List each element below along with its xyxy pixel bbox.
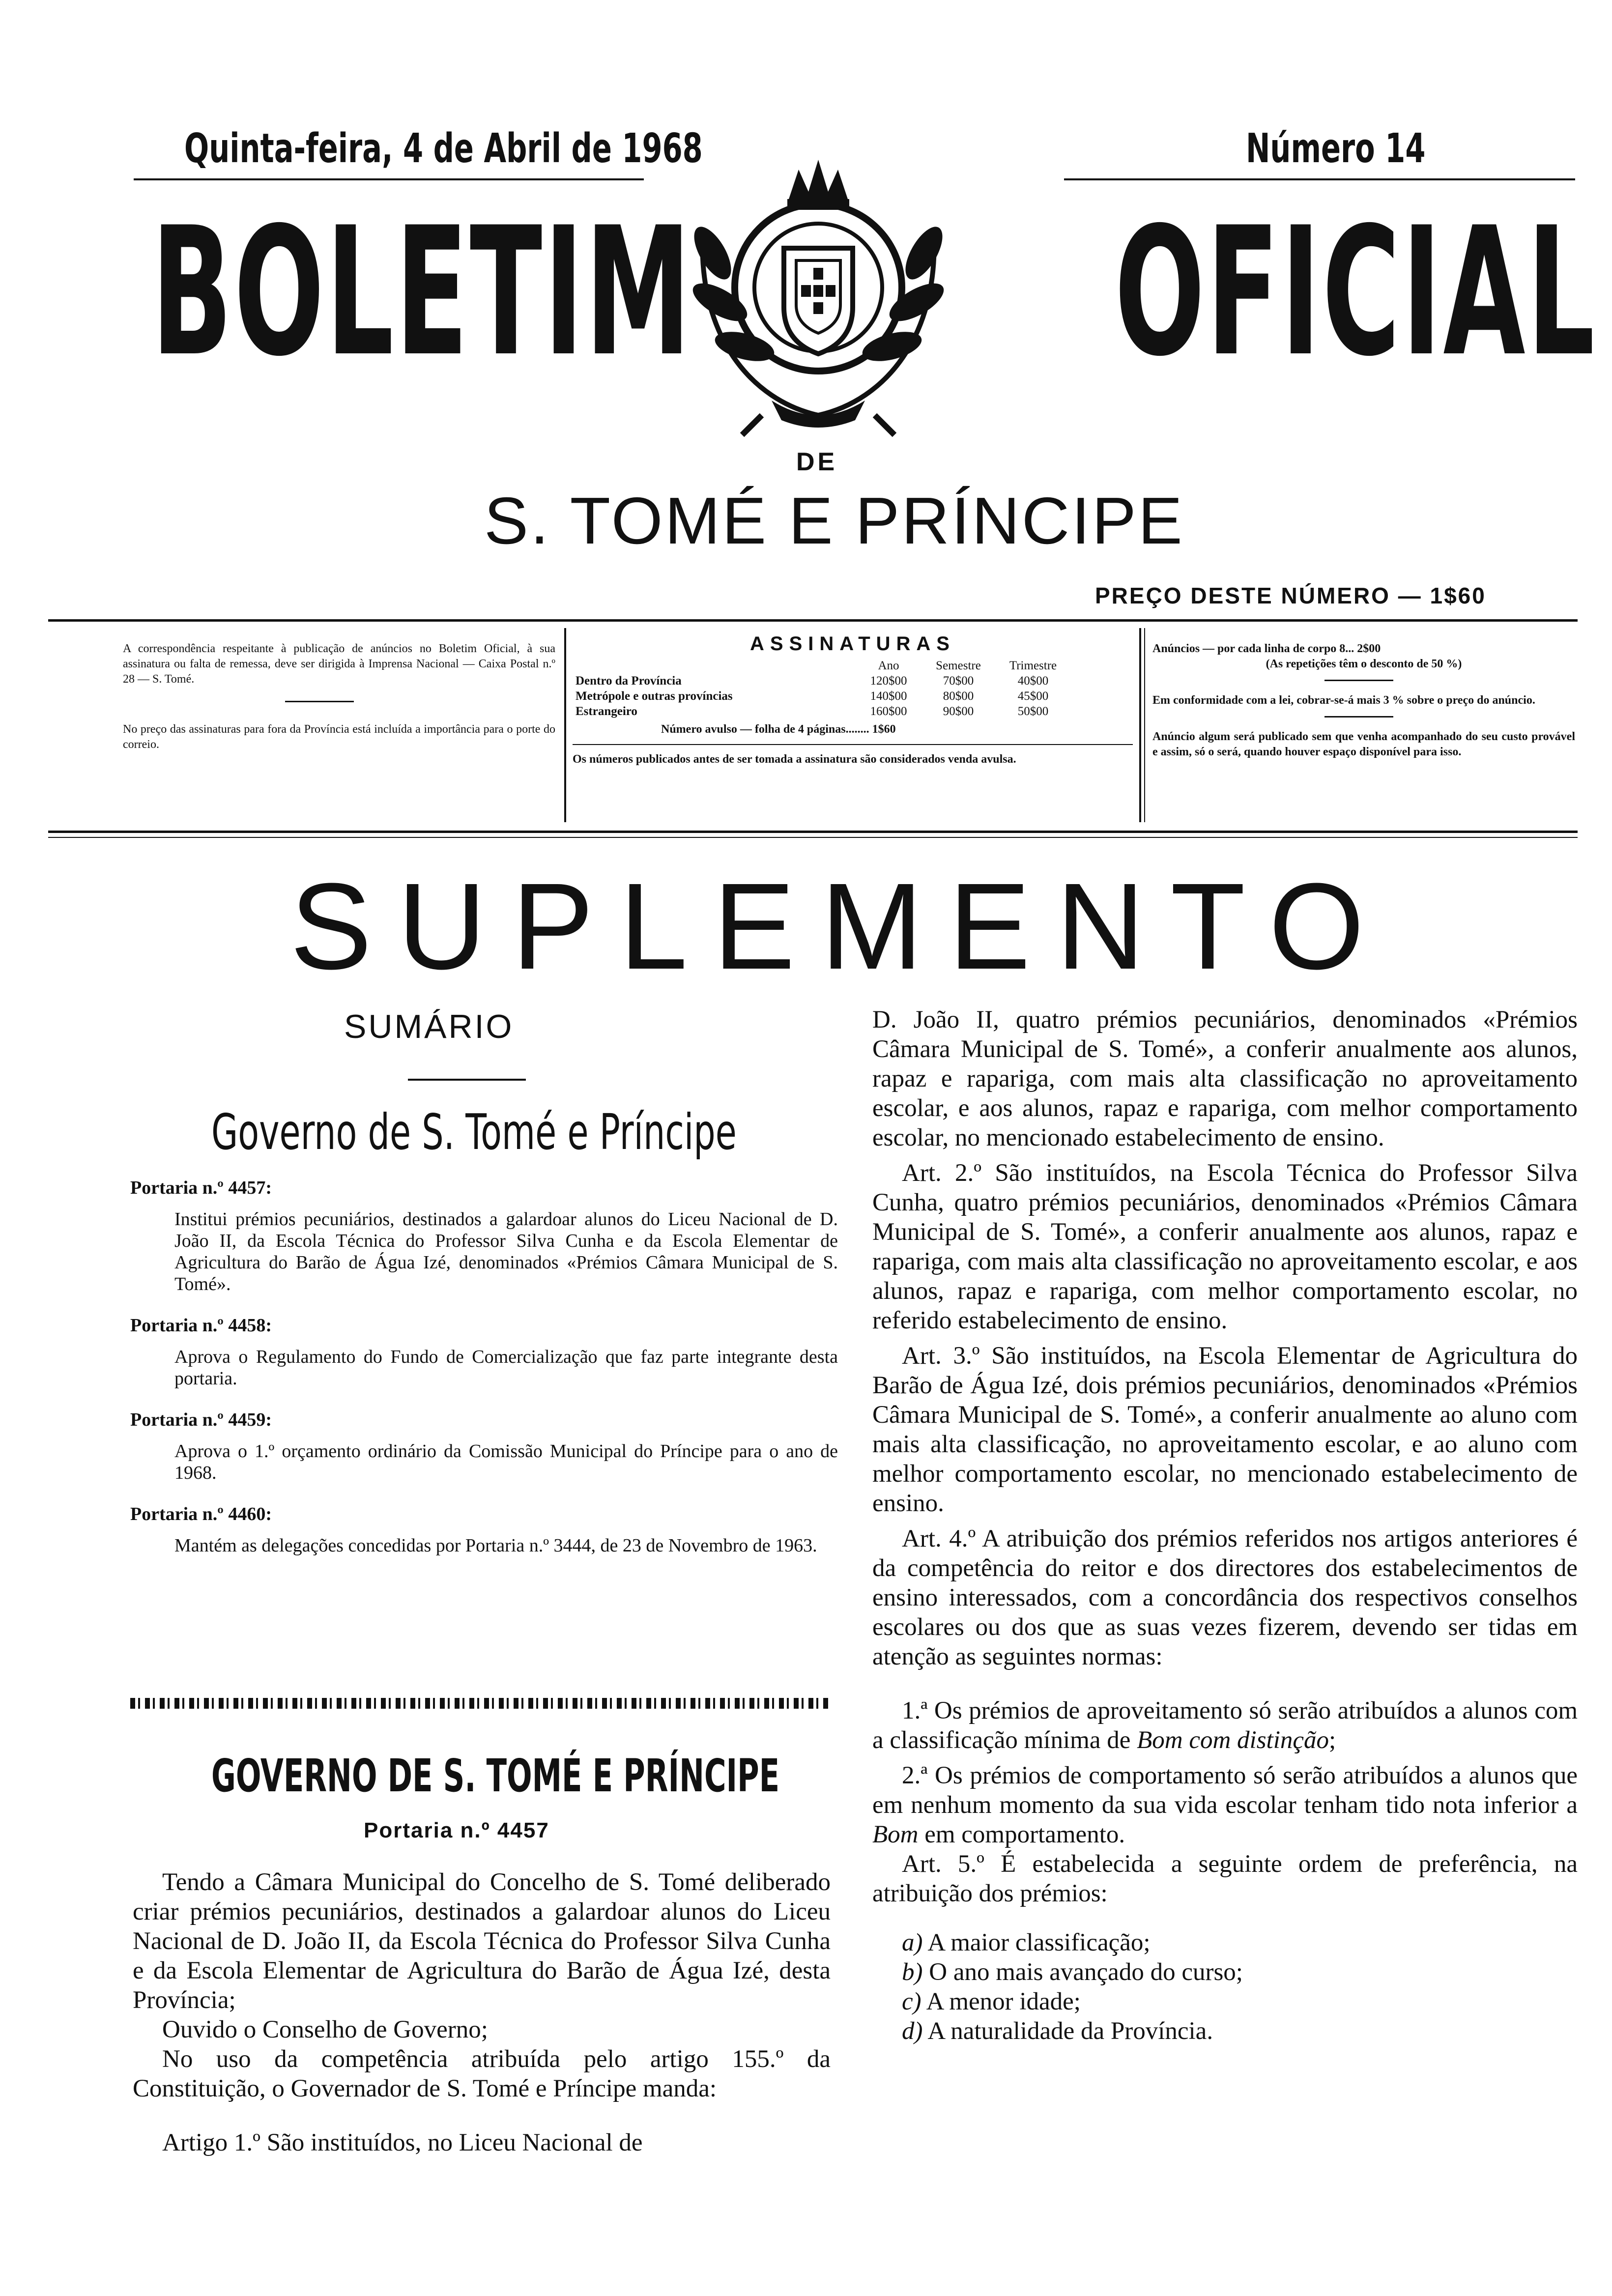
- subs-row-2-sem: 90$00: [943, 705, 974, 718]
- pref-b: [902, 1957, 1578, 1987]
- pref-a-mark: a): [902, 1929, 923, 1956]
- info-left-divider: [285, 701, 354, 702]
- right-column: [872, 1005, 1578, 2046]
- title-right: OFICIAL: [1115, 189, 1597, 395]
- ads-repeat: (As repetições têm o desconto de 50 %): [1266, 658, 1462, 670]
- rule-2: [872, 1761, 1578, 1849]
- subs-h3: Trimestre: [1009, 659, 1057, 672]
- subs-avulso: Número avulso — folha de 4 páginas........ 1$60: [661, 723, 896, 736]
- art2: Art. 2.º São instituídos, na Escola Técnica do Professor Silva Cunha, quatro prémios pecuniários, denominados «Prémios Câmara Municipal de S. Tomé», a conferir anualmente aos alunos, rapaz e rapariga, com mais alta classificação no aproveitamento escolar, e aos alunos, rapaz e rapariga, com melhor comportamento escolar, no referido estabelecimento de ensino.: [872, 1159, 1578, 1334]
- info-right-divider-1: [1324, 680, 1393, 681]
- postage-note: No preço das assinaturas para fora da Província está incluída a importância para o porte do correio.: [123, 723, 555, 751]
- subs-h0: [573, 658, 854, 673]
- sumario-list: [130, 1177, 838, 1556]
- info-vline-2: [1139, 628, 1141, 822]
- pref-d: [902, 2016, 1578, 2046]
- subs-row-2-tri: 50$00: [1017, 705, 1049, 718]
- subs-row-2-label: Estrangeiro: [576, 705, 637, 718]
- preference-list: [872, 1928, 1578, 2046]
- decree-p4: Artigo 1.º São instituídos, no Liceu Nacional de: [162, 2129, 643, 2156]
- subs-table: [573, 658, 1073, 719]
- sumario-ref-2: Portaria n.º 4458:: [130, 1315, 272, 1336]
- sumario-ref-3: Portaria n.º 4459:: [130, 1409, 272, 1430]
- subscriptions: [573, 633, 1133, 767]
- rule-1-em: Bom com distinção: [1137, 1726, 1329, 1754]
- place-name: S. TOMÉ E PRÍNCIPE: [484, 484, 1184, 558]
- ads-price: Anúncios — por cada linha de corpo 8... 2$00: [1152, 642, 1381, 655]
- subs-row-0-ano: 120$00: [870, 674, 907, 688]
- issue-number: Número 14: [1246, 125, 1426, 172]
- decree-subheading: Portaria n.º 4457: [364, 1818, 549, 1842]
- info-vline-2b: [1144, 628, 1145, 822]
- info-left: [123, 641, 555, 752]
- art4: Art. 4.º A atribuição dos prémios referidos nos artigos anteriores é da competência do reitor e dos directores dos estabelecimentos de ensino interessados, com a concordância dos respectivos conselhos escolares ou dos que as suas vezes fizerem, devendo ser tidas em atenção as seguintes normas:: [872, 1525, 1578, 1670]
- correspondence-note: A correspondência respeitante à publicação de anúncios no Boletim Oficial, à sua assinatura ou falta de remessa, deve ser dirigida à Imprensa Nacional — Caixa Postal n.º 28 — S. Tomé.: [123, 642, 555, 686]
- suplemento-heading: SUPLEMENTO: [290, 858, 1390, 995]
- rule-1: [872, 1696, 1578, 1755]
- subs-divider: [573, 744, 1133, 745]
- info-bottom-rule-2: [48, 837, 1578, 838]
- sumario-text-2: Aprova o Regulamento do Fundo de Comercialização que faz parte integrante desta portaria.: [174, 1347, 838, 1389]
- decree-p3: No uso da competência atribuída pelo artigo 155.º da Constituição, o Governador de S. Tomé e Príncipe manda:: [133, 2045, 831, 2102]
- rule-2-post: em comportamento.: [918, 1821, 1125, 1848]
- subs-row-1-sem: 80$00: [943, 689, 974, 703]
- pref-a-text: A maior classificação;: [927, 1929, 1151, 1956]
- number-rule: [1064, 178, 1575, 180]
- pref-b-text: O ano mais avançado do curso;: [929, 1958, 1243, 1986]
- rule-2-em: Bom: [872, 1821, 919, 1848]
- decree-body: [133, 1867, 831, 2157]
- info-top-rule: [48, 619, 1578, 622]
- pref-d-text: A naturalidade da Província.: [927, 2017, 1213, 2045]
- rule-1-post: ;: [1329, 1726, 1336, 1754]
- decree-p1: Tendo a Câmara Municipal do Concelho de S. Tomé deliberado criar prémios pecuniários, destinados a galardoar alunos do Liceu Nacional de D. João II, da Escola Técnica do Professor Silva Cunha e da Escola Elementar de Agricultura do Barão de Água Izé, desta Província;: [133, 1868, 831, 2014]
- date-rule: [134, 178, 644, 180]
- sumario-rule: [408, 1079, 526, 1081]
- sumario-text-3: Aprova o 1.º orçamento ordinário da Comissão Municipal do Príncipe para o ano de 1968.: [174, 1441, 838, 1483]
- subs-row-1-ano: 140$00: [870, 689, 907, 703]
- issue-date: Quinta-feira, 4 de Abril de 1968: [184, 125, 703, 172]
- ads-tax: Em conformidade com a lei, cobrar-se-á mais 3 % sobre o preço do anúncio.: [1152, 694, 1535, 707]
- price-label: PREÇO DESTE NÚMERO — 1$60: [1095, 583, 1486, 608]
- ads-condition: Anúncio algum será publicado sem que venha acompanhado do seu custo provável e assim, só o será, quando houver espaço disponível para isso.: [1152, 730, 1575, 758]
- sumario-ref-4: Portaria n.º 4460:: [130, 1504, 272, 1524]
- subs-row-1-label: Metrópole e outras províncias: [576, 689, 733, 703]
- title-left: BOLETIM: [151, 189, 693, 395]
- art3: Art. 3.º São instituídos, na Escola Elementar de Agricultura do Barão de Água Izé, dois prémios pecuniários, denominados «Prémios Câmara Municipal de S. Tomé», a conferir anualmente ao aluno com mais alta classificação, no aproveitamento escolar, e ao aluno com melhor comportamento escolar, no mencionado estabelecimento de ensino.: [872, 1342, 1578, 1517]
- subs-note: Os números publicados antes de ser tomada a assinatura são considerados venda avulsa.: [573, 753, 1016, 766]
- sumario-ref-1: Portaria n.º 4457:: [130, 1177, 272, 1198]
- sumario-text-4: Mantém as delegações concedidas por Portaria n.º 3444, de 23 de Novembro de 1963.: [174, 1535, 817, 1556]
- decree-p2: Ouvido o Conselho de Governo;: [162, 2016, 488, 2043]
- subs-title: ASSINATURAS: [750, 633, 955, 655]
- subs-row-1-tri: 45$00: [1017, 689, 1049, 703]
- info-bottom-rule: [48, 831, 1578, 833]
- subs-row-0-tri: 40$00: [1017, 674, 1049, 688]
- info-right: [1152, 641, 1575, 760]
- sumario-gov: Governo de S. Tomé e Príncipe: [211, 1103, 737, 1161]
- pref-c: [902, 1987, 1578, 2016]
- subs-h1: Ano: [878, 659, 899, 672]
- pref-d-mark: d): [902, 2017, 923, 2045]
- art5: Art. 5.º É estabelecida a seguinte ordem de preferência, na atribuição dos prémios:: [872, 1850, 1578, 1907]
- rule-1-pre: 1.ª Os prémios de aproveitamento só serão atribuídos a alunos com a classificação mínima de: [872, 1697, 1578, 1754]
- pref-a: [902, 1928, 1578, 1957]
- pref-c-text: A menor idade;: [926, 1988, 1081, 2015]
- art1-cont: D. João II, quatro prémios pecuniários, denominados «Prémios Câmara Municipal de S. Tomé», a conferir anualmente aos alunos, rapaz e rapariga, com mais alta classificação no aproveitamento escolar, e aos alunos, rapaz e rapariga, com melhor comportamento escolar, no mencionado estabelecimento de ensino.: [872, 1006, 1578, 1151]
- sumario-title: SUMÁRIO: [344, 1008, 514, 1045]
- info-right-divider-2: [1324, 716, 1393, 718]
- sumario-text-1: Institui prémios pecuniários, destinados a galardoar alunos do Liceu Nacional de D. João II, da Escola Técnica do Professor Silva Cunha e da Escola Elementar de Agricultura do Barão de Água Izé, denominados «Prémios Câmara Municipal de S. Tomé».: [174, 1209, 838, 1294]
- info-vline-1: [564, 628, 566, 822]
- rule-2-pre: 2.ª Os prémios de comportamento só serão atribuídos a alunos que em nenhum momento da sua vida escolar tenham tido nota inferior a: [872, 1762, 1578, 1819]
- pref-c-mark: c): [902, 1988, 921, 2015]
- subs-h2: Semestre: [936, 659, 981, 672]
- decree-heading: GOVERNO DE S. TOMÉ E PRÍNCIPE: [211, 1750, 780, 1802]
- subs-row-2-ano: 160$00: [870, 705, 907, 718]
- subs-row-0-label: Dentro da Província: [576, 674, 682, 688]
- subs-row-0-sem: 70$00: [943, 674, 974, 688]
- coat-of-arms-icon: [678, 125, 958, 445]
- pref-b-mark: b): [902, 1958, 923, 1986]
- de-label: DE: [796, 448, 838, 476]
- ornament-rule: [130, 1698, 828, 1709]
